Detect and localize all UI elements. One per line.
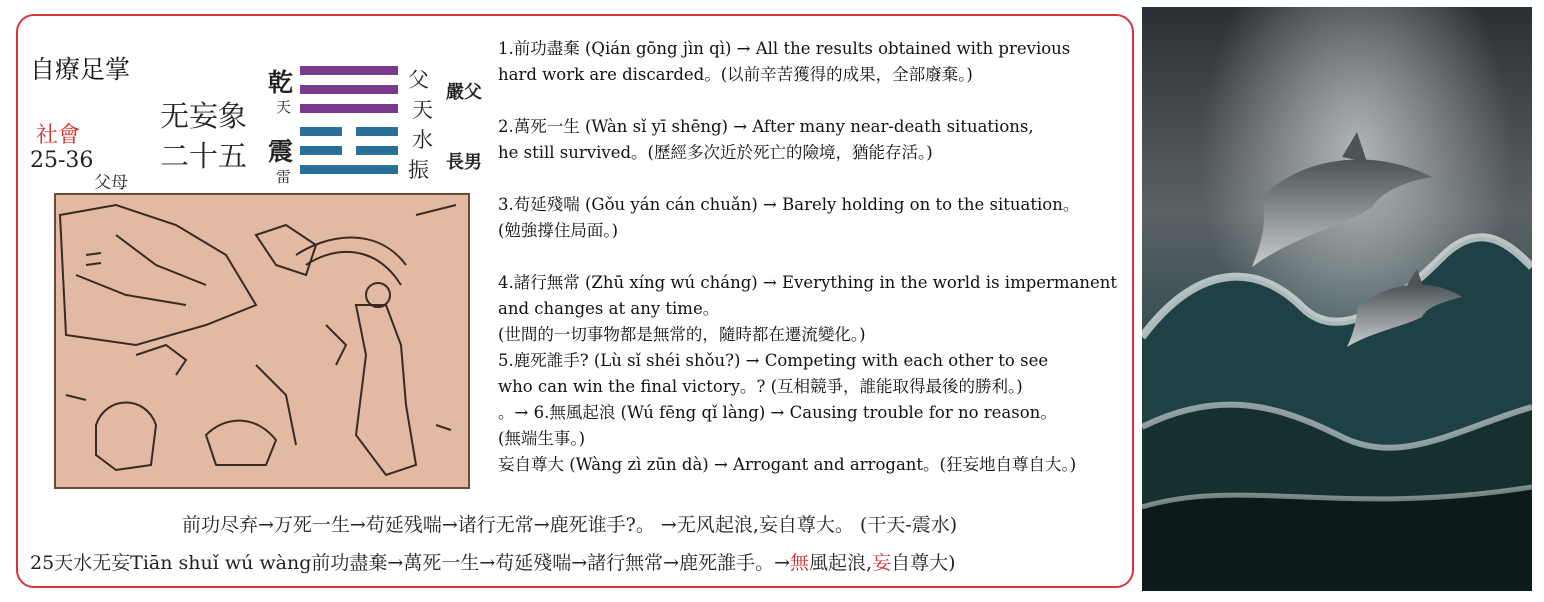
side-char-1: 父 <box>408 68 429 92</box>
idiom-text-block <box>498 36 1117 478</box>
text-line: 1.前功盡棄 (Qián gōng jìn qì) → All the results obtained with previous <box>498 39 1071 58</box>
panel-title: 自療足掌 <box>30 55 131 84</box>
text-line <box>498 166 1117 192</box>
hexagram-line-1 <box>300 165 398 174</box>
upper-trigram-name: 乾 <box>268 68 294 97</box>
text-line: hard work are discarded。(以前辛苦獲得的成果，全部廢棄。) <box>498 65 973 84</box>
upper-trigram-nature: 天 <box>276 98 292 116</box>
woodcut-drawing <box>56 195 468 487</box>
age-range: 25-36 <box>30 148 94 173</box>
age-role: 父母 <box>94 173 128 193</box>
side-char-4: 振 <box>408 158 429 182</box>
text-line: 妄自尊大 (Wàng zì zūn dà) → Arrogant and arrogant。(狂妄地自尊自大。) <box>498 455 1077 474</box>
hexagram-line-5 <box>300 85 398 94</box>
text-line: who can win the final victory。? (互相競爭，誰能取得最後的勝利。) <box>498 377 1023 396</box>
text-line: (無端生事。) <box>498 429 586 448</box>
hexagram-name: 无妄象 <box>160 99 248 133</box>
text-line: 5.鹿死誰手? (Lù sǐ shéi shǒu?) → Competing with each other to see <box>498 351 1049 370</box>
text-line: 。→ 6.無風起浪 (Wú fēng qǐ làng) → Causing trouble for no reason。 <box>498 403 1057 422</box>
hexagram-number: 二十五 <box>160 139 248 173</box>
summary-part2: 風起浪, <box>809 552 873 574</box>
dolphin-storm-drawing <box>1142 7 1532 591</box>
text-line: and changes at any time。 <box>498 299 720 318</box>
side-char-2: 天 <box>412 98 433 122</box>
text-line <box>498 244 1117 270</box>
side-char-3: 水 <box>412 128 433 152</box>
text-line: 2.萬死一生 (Wàn sǐ yī shēng) → After many near-death situations, <box>498 117 1034 136</box>
summary-part3: 自尊大) <box>891 552 956 574</box>
text-line: he still survived。(歷經多次近於死亡的險境，猶能存活。) <box>498 143 933 162</box>
hexagram-line-2-left <box>300 146 342 155</box>
role-label: 社會 <box>36 123 81 148</box>
text-line: (勉強撐住局面。) <box>498 221 619 240</box>
lower-trigram-nature: 雷 <box>276 168 292 186</box>
hexagram-line-6 <box>300 66 398 75</box>
text-line <box>498 88 1117 114</box>
hexagram-line-3-left <box>300 127 342 136</box>
hexagram-line-2-right <box>356 146 398 155</box>
summary-part1: 25天水无妄Tiān shuǐ wú wàng前功盡棄→萬死一生→苟延殘喘→諸行無常→鹿死誰手。→ <box>30 552 791 574</box>
dolphin-storm-image <box>1142 7 1532 591</box>
text-line: 4.諸行無常 (Zhū xíng wú cháng) → Everything in the world is impermanent <box>498 273 1118 292</box>
summary-red-char-1: 無 <box>790 552 810 574</box>
text-line: (世間的一切事物都是無常的，隨時都在遷流變化。) <box>498 325 866 344</box>
role-label-son: 長男 <box>446 152 482 173</box>
summary-red-char-2: 妄 <box>872 552 892 574</box>
lower-trigram-name: 震 <box>268 137 294 166</box>
summary-traditional <box>30 548 956 575</box>
hexagram-line-3-right <box>356 127 398 136</box>
role-label-father: 嚴父 <box>446 82 482 103</box>
woodcut-illustration <box>54 193 470 489</box>
hexagram-line-4 <box>300 104 398 113</box>
summary-simplified: 前功尽弃→万死一生→苟延残喘→诸行无常→鹿死谁手?。 →无风起浪,妄自尊大。 (干天-震水) <box>182 514 958 536</box>
text-line: 3.苟延殘喘 (Gǒu yán cán chuǎn) → Barely holding on to the situation。 <box>498 195 1080 214</box>
